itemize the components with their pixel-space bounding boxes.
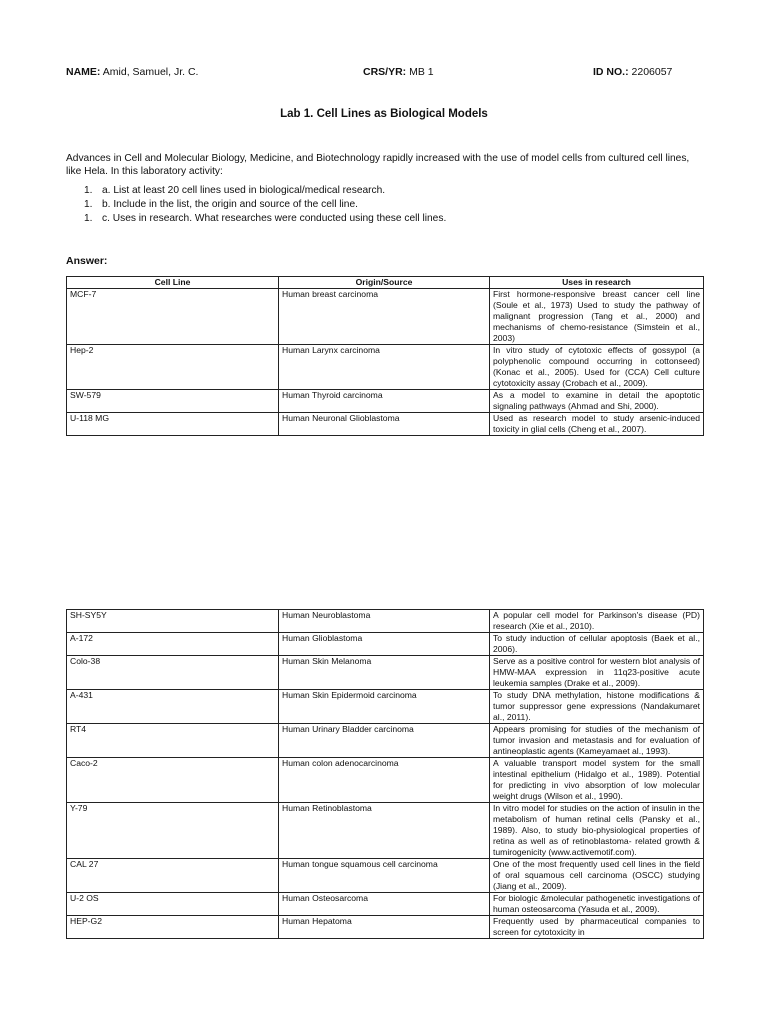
task-text: c. Uses in research. What researches were conducted using these cell lines.	[102, 213, 447, 224]
table-row	[67, 656, 704, 690]
research-use: A valuable transport model system for the small intestinal epithelium (Hidalgo et al., 1989). Potential for predicting in vivo absorption of low molecular weight drugs (Wilson et al., 1990).	[490, 758, 704, 803]
table-row	[67, 803, 704, 859]
course-year-field	[363, 66, 434, 78]
origin-source: Human colon adenocarcinoma	[279, 758, 490, 803]
crs-label: CRS/YR:	[363, 66, 407, 78]
table-row	[67, 633, 704, 656]
table-row	[67, 289, 704, 345]
cell-line-name: MCF-7	[67, 289, 279, 345]
task-item	[84, 198, 684, 212]
page-title: Lab 1. Cell Lines as Biological Models	[280, 108, 488, 120]
research-use: As a model to examine in detail the apoptotic signaling pathways (Ahmad and Shi, 2000).	[490, 390, 704, 413]
table-row	[67, 758, 704, 803]
origin-source: Human Larynx carcinoma	[279, 345, 490, 390]
research-use: To study DNA methylation, histone modifications & tumor suppressor gene expressions (Nandakumaret al., 2011).	[490, 690, 704, 724]
origin-source: Human Hepatoma	[279, 916, 490, 939]
id-value: 2206057	[631, 66, 673, 78]
cell-line-name: U-2 OS	[67, 893, 279, 916]
origin-source: Human Thyroid carcinoma	[279, 390, 490, 413]
intro-paragraph: Advances in Cell and Molecular Biology, Medicine, and Biotechnology rapidly increased with the use of model cells from cultured cell lines, like Hela. In this laboratory activity:	[66, 153, 690, 177]
research-use: Appears promising for studies of the mechanism of tumor invasion and metastasis and for evaluation of antineoplastic agents (Kameyamaet al., 1993).	[490, 724, 704, 758]
table-row	[67, 413, 704, 436]
origin-source: Human Retinoblastoma	[279, 803, 490, 859]
cell-line-name: SW-579	[67, 390, 279, 413]
cell-line-name: U-118 MG	[67, 413, 279, 436]
origin-source: Human Skin Epidermoid carcinoma	[279, 690, 490, 724]
header-uses-in-research: Uses in research	[490, 277, 704, 289]
table-row	[67, 724, 704, 758]
id-number-field	[593, 66, 672, 78]
cell-line-name: A-172	[67, 633, 279, 656]
origin-source: Human breast carcinoma	[279, 289, 490, 345]
research-use: First hormone-responsive breast cancer cell line (Soule et al., 1973) Used to study the pathway of malignant progression (Tang et al., 2000) and mechanisms of chemo-resistance (Simstein et al., 2003)	[490, 289, 704, 345]
cell-line-name: Y-79	[67, 803, 279, 859]
research-use: In vitro study of cytotoxic effects of gossypol (a polyphenolic compound occurring in cottonseed) (Konac et al., 2005). Used for (CCA) Cell culture cytotoxicity assay (Crobach et al., 2009).	[490, 345, 704, 390]
cell-line-name: Hep-2	[67, 345, 279, 390]
cell-lines-table-continued	[66, 609, 704, 939]
task-text: b. Include in the list, the origin and source of the cell line.	[102, 199, 358, 210]
answer-label: Answer:	[66, 255, 108, 267]
origin-source: Human Neuronal Glioblastoma	[279, 413, 490, 436]
name-field	[66, 66, 198, 78]
header-cell-line: Cell Line	[67, 277, 279, 289]
student-info-row	[66, 66, 702, 82]
table-row	[67, 916, 704, 939]
table-header-row	[67, 277, 704, 289]
origin-source: Human Osteosarcoma	[279, 893, 490, 916]
research-use: Serve as a positive control for western blot analysis of HMW-MAA expression in 11q23-positive acute leukemia samples (Drake et al., 2009).	[490, 656, 704, 690]
name-value: Amid, Samuel, Jr. C.	[102, 66, 199, 78]
origin-source: Human Glioblastoma	[279, 633, 490, 656]
research-use: Frequently used by pharmaceutical companies to screen for cytotoxicity in	[490, 916, 704, 939]
table-row	[67, 345, 704, 390]
research-use: To study induction of cellular apoptosis (Baek et al., 2006).	[490, 633, 704, 656]
origin-source: Human Skin Melanoma	[279, 656, 490, 690]
task-list	[84, 184, 684, 226]
research-use: For biologic &molecular pathogenetic investigations of human osteosarcoma (Yasuda et al., 2009).	[490, 893, 704, 916]
table-row	[67, 690, 704, 724]
cell-line-name: Colo-38	[67, 656, 279, 690]
cell-line-name: HEP-G2	[67, 916, 279, 939]
task-number: 1.	[84, 199, 93, 210]
task-number: 1.	[84, 185, 93, 196]
research-use: In vitro model for studies on the action of insulin in the metabolism of human retinal cells (Pansky et al., 1989). Also, to study bio-physiological properties of retina as well as of retinoblastoma- related growth & tumirogenicity (www.activemotif.com).	[490, 803, 704, 859]
crs-value: MB 1	[409, 66, 434, 78]
research-use: Used as research model to study arsenic-induced toxicity in glial cells (Cheng et al., 2007).	[490, 413, 704, 436]
header-origin-source: Origin/Source	[279, 277, 490, 289]
task-item	[84, 212, 684, 226]
table-row	[67, 390, 704, 413]
id-label: ID NO.:	[593, 66, 629, 78]
origin-source: Human Neuroblastoma	[279, 610, 490, 633]
task-number: 1.	[84, 213, 93, 224]
name-label: NAME:	[66, 66, 101, 78]
task-text: a. List at least 20 cell lines used in biological/medical research.	[102, 185, 386, 196]
cell-line-name: CAL 27	[67, 859, 279, 893]
cell-lines-table	[66, 276, 704, 436]
table-row	[67, 893, 704, 916]
origin-source: Human Urinary Bladder carcinoma	[279, 724, 490, 758]
cell-line-name: A-431	[67, 690, 279, 724]
cell-line-name: Caco-2	[67, 758, 279, 803]
cell-line-name: SH-SY5Y	[67, 610, 279, 633]
cell-line-name: RT4	[67, 724, 279, 758]
research-use: A popular cell model for Parkinson's disease (PD) research (Xie et al., 2010).	[490, 610, 704, 633]
origin-source: Human tongue squamous cell carcinoma	[279, 859, 490, 893]
table-row	[67, 610, 704, 633]
research-use: One of the most frequently used cell lines in the field of oral squamous cell carcinoma (OSCC) studying (Jiang et al., 2009).	[490, 859, 704, 893]
table-row	[67, 859, 704, 893]
task-item	[84, 184, 684, 198]
